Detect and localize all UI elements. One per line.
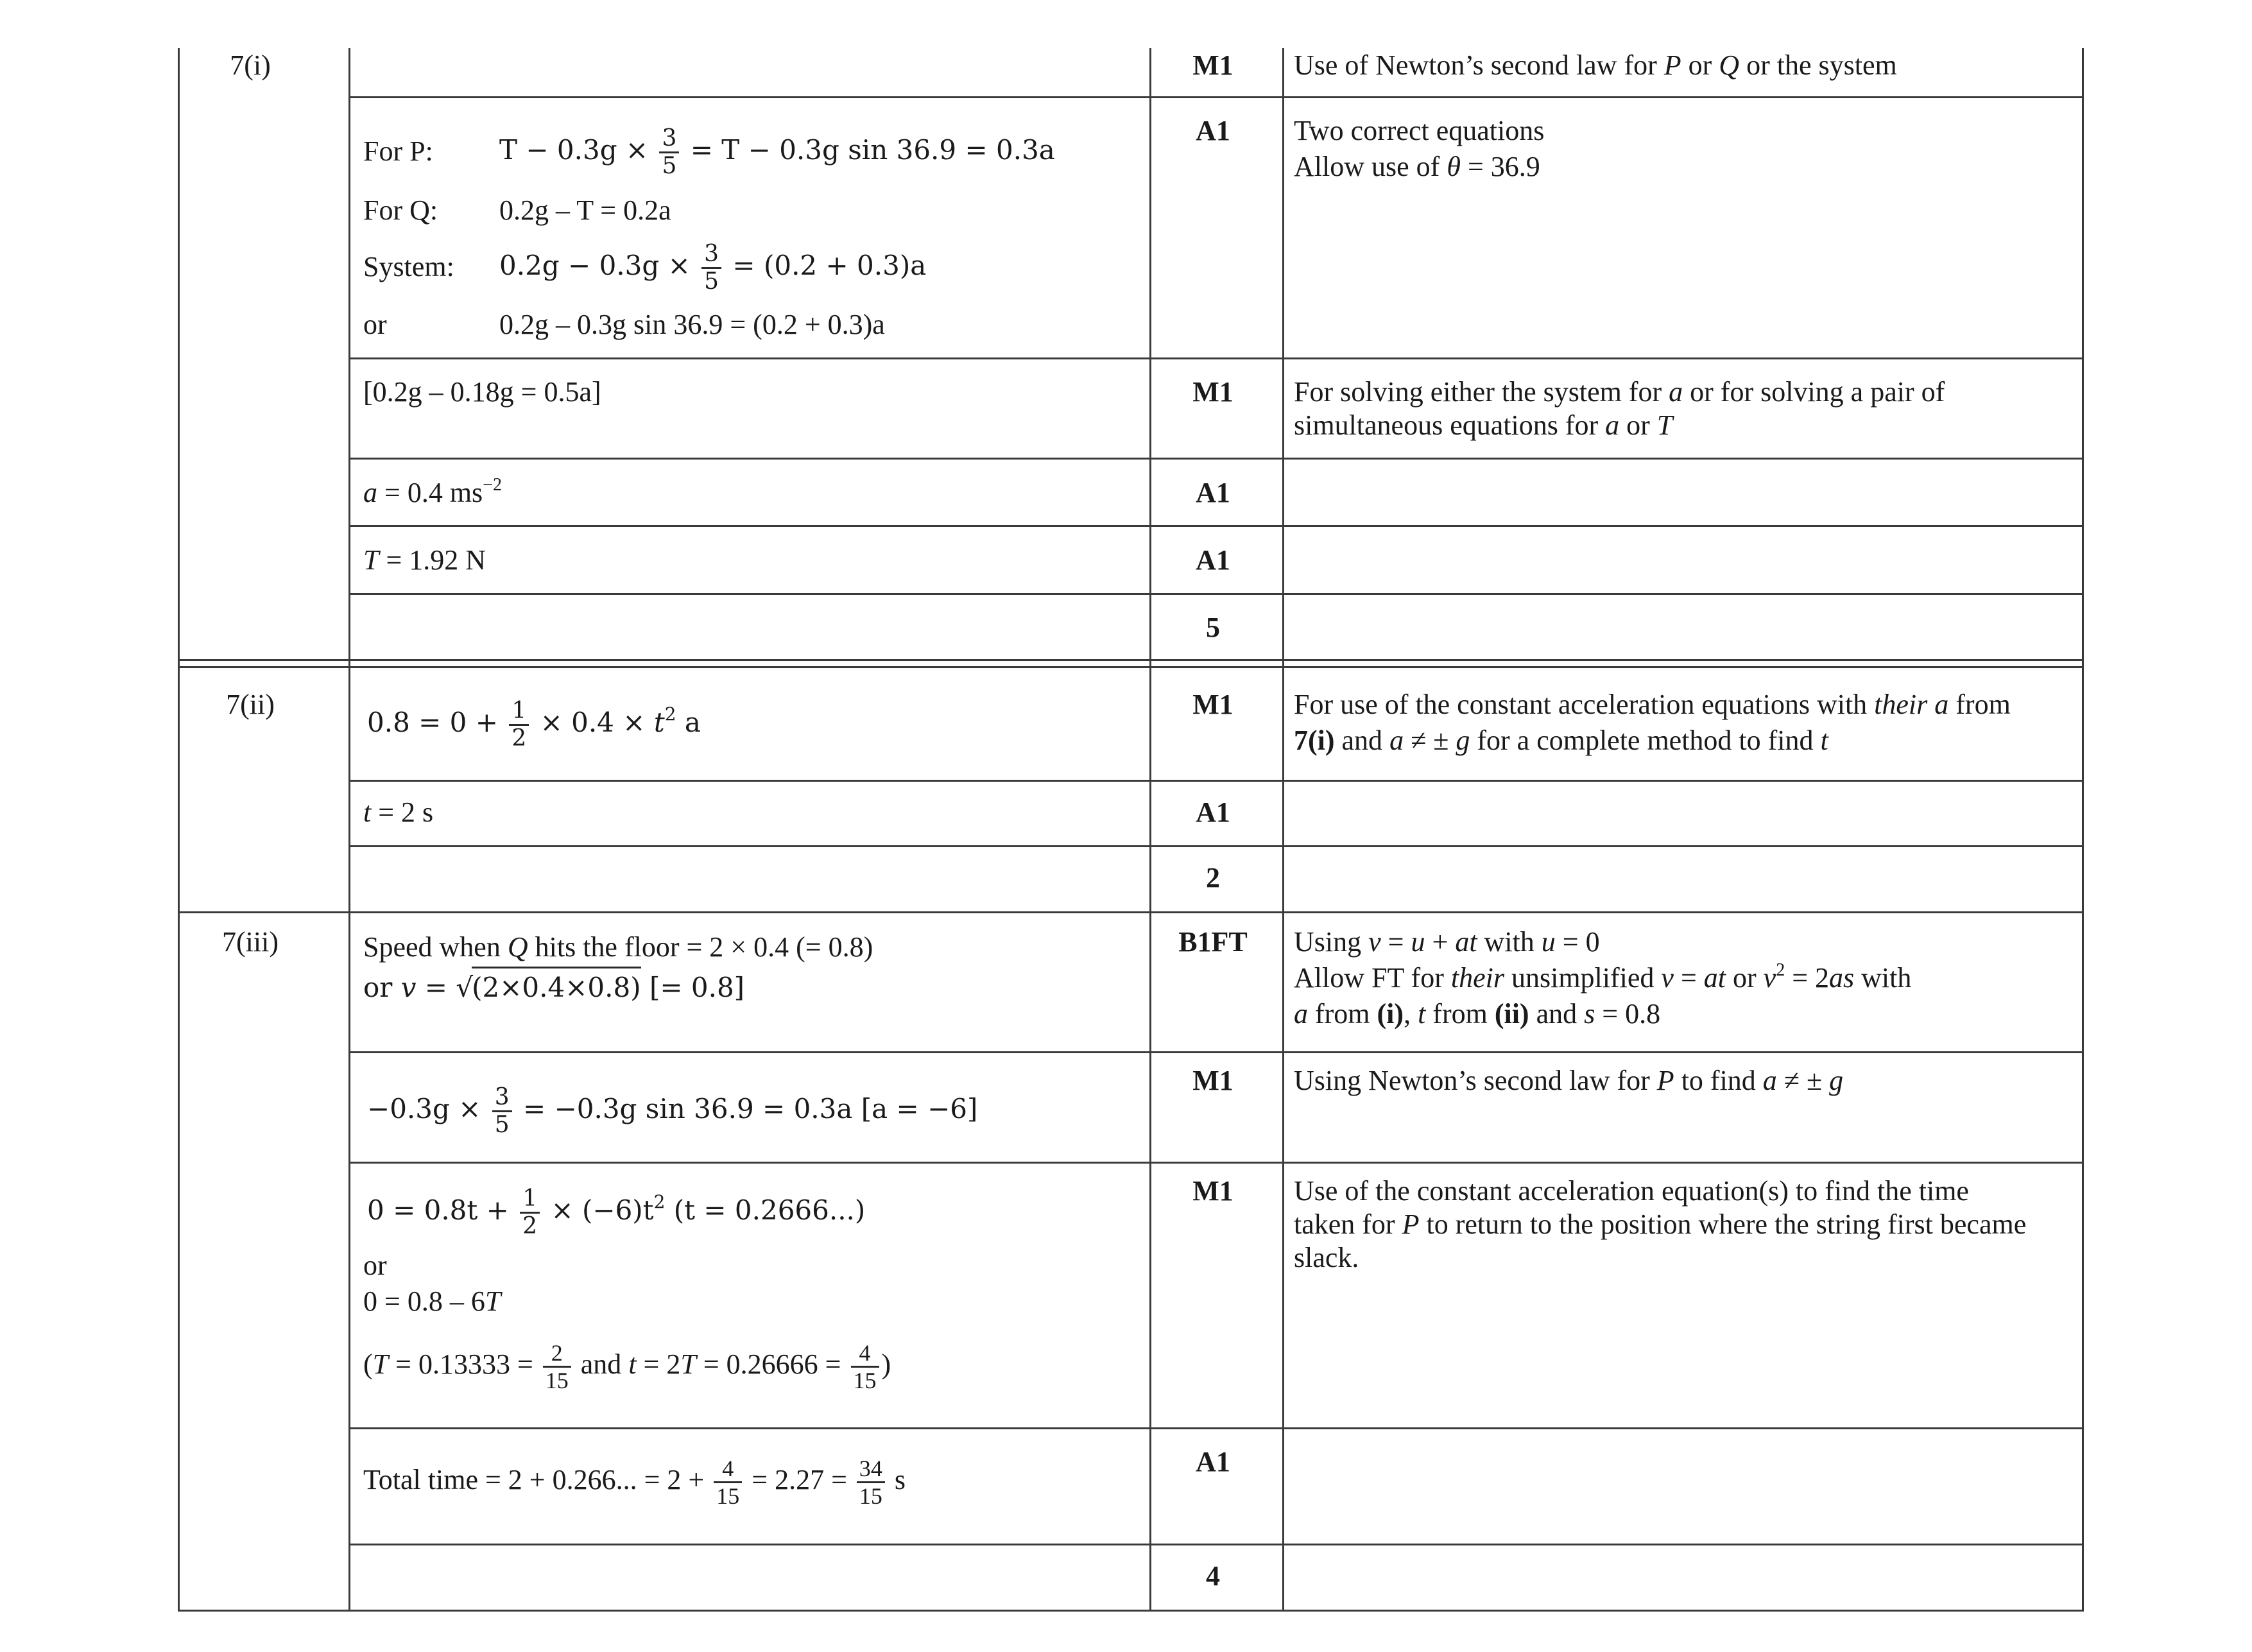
working-7iii-r3-line4: (T = 0.13333 = $\frac{2}{15}$ and t = 2T = 0.26666 = $\frac{4}{15}$ ) <box>363 1340 891 1394</box>
row-divider <box>348 1051 2084 1053</box>
label-for-q: For Q: <box>363 194 438 226</box>
mark-7i-r4: A1 <box>1196 477 1230 508</box>
guidance-7iii-r1-line2: Allow FT for their unsimplified v = at or $v^2 = 2as$ with <box>1294 960 1912 994</box>
guidance-7iii-r3-line1: Use of the constant acceleration equation(s) to find the time <box>1294 1175 1969 1207</box>
row-divider <box>348 1427 2084 1429</box>
row-divider <box>348 593 2084 595</box>
guidance-7i-r2-line1: Two correct equations <box>1294 115 1545 146</box>
guidance-7i-r1: Use of Newton’s second law for P or Q or the system <box>1294 49 1897 81</box>
row-divider <box>348 1544 2084 1545</box>
row-divider <box>348 357 2084 359</box>
mark-7i-r5: A1 <box>1196 544 1230 576</box>
total-7iii: 4 <box>1206 1560 1220 1592</box>
question-label-7iii: 7(iii) <box>222 926 279 958</box>
working-7i-r4: a = 0.4 $ms^{-2}$ <box>363 475 502 508</box>
label-for-p: For P: <box>363 135 433 167</box>
column-divider-marks <box>1282 48 1284 1612</box>
column-divider-question <box>348 48 350 1612</box>
table-border-left <box>178 48 180 1612</box>
mark-7iii-r3: M1 <box>1192 1175 1233 1207</box>
working-7ii-r2: t = 2 s <box>363 796 434 828</box>
working-7ii-r1: 0.8 = 0 + $\frac{1}{2}$ × $0.4 \times t^2$ a <box>367 697 701 752</box>
question-label-7ii: 7(ii) <box>226 689 275 720</box>
equation-or: 0.2g – 0.3g sin 36.9 = (0.2 + 0.3)a <box>499 309 885 340</box>
table-border-bottom <box>178 1610 2084 1612</box>
mark-7i-r2: A1 <box>1196 115 1230 146</box>
guidance-7i-r3-line2: simultaneous equations for a or T <box>1294 409 1673 441</box>
guidance-7i-r2-line2: Allow use of θ = 36.9 <box>1294 151 1540 182</box>
row-divider <box>348 780 2084 782</box>
working-7iii-r3-line3: 0 = 0.8 – 6T <box>363 1286 501 1317</box>
guidance-7iii-r2: Using Newton’s second law for P to find a ≠ ± g <box>1294 1065 1844 1096</box>
total-7ii: 2 <box>1206 862 1220 893</box>
row-divider <box>348 458 2084 460</box>
working-7iii-r1-line1: Speed when Q hits the floor = 2 × 0.4 (= 0.8) <box>363 931 873 963</box>
guidance-7iii-r1-line3: a from (i), t from (ii) and s = 0.8 <box>1294 998 1661 1029</box>
working-7iii-r2: −0.3g × $\frac{3}{5}$ = −0.3g sin 36.9 = 0.3a [a = −6] <box>367 1083 978 1138</box>
equation-system: 0.2g − 0.3g × $\frac{3}{5}$ = (0.2 + 0.3)a <box>499 240 927 295</box>
mark-7iii-r1: B1FT <box>1178 926 1248 958</box>
working-7i-r3: [0.2g – 0.18g = 0.5a] <box>363 376 601 408</box>
table-border-right <box>2082 48 2084 1612</box>
working-7iii-r4: Total time = 2 + 0.266... = 2 + $\frac{4}{15}$ = 2.27 = $\frac{34}{15}$ s <box>363 1456 906 1510</box>
working-7i-r5: T = 1.92 N <box>363 544 486 576</box>
working-7iii-r1-line2: or v = √(2×0.4×0.8) [= 0.8] <box>363 967 744 1006</box>
mark-7ii-r2: A1 <box>1196 796 1230 828</box>
row-divider <box>348 96 2084 98</box>
mark-7iii-r2: M1 <box>1192 1065 1233 1096</box>
square-root-symbol: √ <box>456 972 474 1003</box>
question-divider <box>178 911 2084 913</box>
equation-for-q: 0.2g – T = 0.2a <box>499 194 671 226</box>
label-system: System: <box>363 251 454 282</box>
mark-7iii-r4: A1 <box>1196 1446 1230 1477</box>
guidance-7i-r3-line1: For solving either the system for a or for solving a pair of <box>1294 376 1945 408</box>
mark-7ii-r1: M1 <box>1192 689 1233 720</box>
equation-for-p: T − 0.3g × $\frac{3}{5}$ = T − 0.3g sin 36.9 = 0.3a <box>499 125 1055 179</box>
guidance-7iii-r3-line2: taken for P to return to the position where the string first became <box>1294 1209 2027 1240</box>
guidance-7ii-r1-line1: For use of the constant acceleration equations with their a from <box>1294 689 2011 720</box>
question-divider <box>178 659 2084 661</box>
label-or: or <box>363 309 387 340</box>
guidance-7ii-r1-line2: 7(i) and a ≠ ± g for a complete method to find t <box>1294 725 1828 756</box>
working-7iii-r3-line1: 0 = 0.8t + $\frac{1}{2}$ × $(-6)t^2$ (t = 0.2666...) <box>367 1185 866 1239</box>
total-7i: 5 <box>1206 612 1220 643</box>
row-divider <box>348 845 2084 847</box>
question-label-7i: 7(i) <box>230 49 271 81</box>
working-7iii-r3-or: or <box>363 1250 387 1281</box>
mark-7i-r3: M1 <box>1192 376 1233 408</box>
row-divider <box>348 525 2084 527</box>
question-divider <box>178 666 2084 668</box>
guidance-7iii-r3-line3: slack. <box>1294 1242 1359 1273</box>
row-divider <box>348 1162 2084 1164</box>
mark-7i-r1: M1 <box>1192 49 1233 81</box>
guidance-7iii-r1-line1: Using v = u + at with u = 0 <box>1294 926 1600 958</box>
